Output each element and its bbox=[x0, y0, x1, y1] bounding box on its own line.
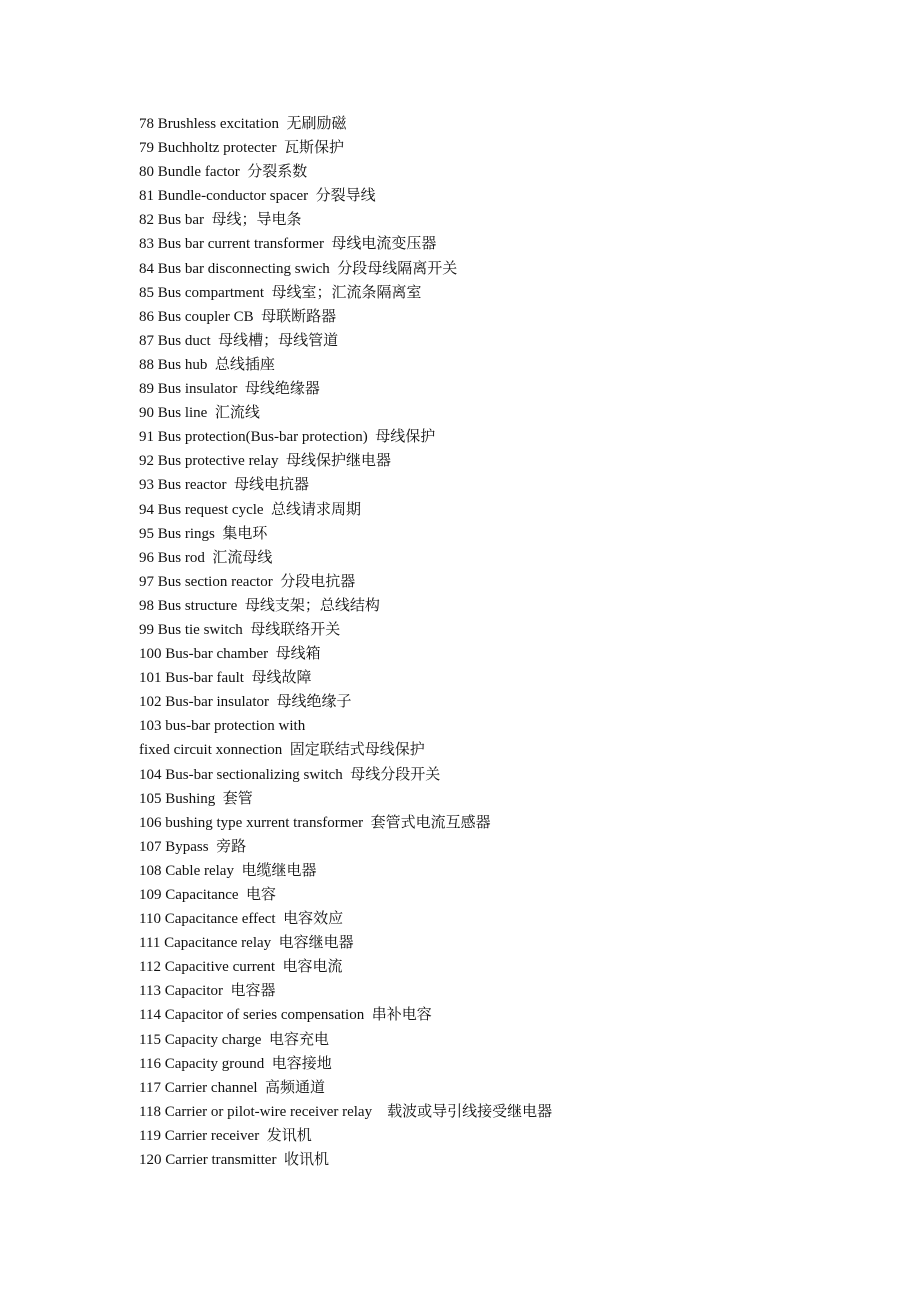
glossary-entry: 91 Bus protection(Bus-bar protection) 母线保护 bbox=[139, 429, 436, 446]
glossary-entry: 110 Capacitance effect 电容效应 bbox=[139, 911, 344, 928]
glossary-entry: 111 Capacitance relay 电容继电器 bbox=[139, 935, 354, 952]
glossary-entry: 119 Carrier receiver 发讯机 bbox=[139, 1127, 312, 1144]
glossary-entry: 94 Bus request cycle 总线请求周期 bbox=[139, 501, 362, 518]
glossary-entry: 93 Bus reactor 母线电抗器 bbox=[139, 477, 309, 494]
glossary-entry: 78 Brushless excitation 无刷励磁 bbox=[139, 116, 347, 132]
glossary-entry: 103 bus-bar protection with bbox=[139, 718, 306, 735]
glossary-entry: 112 Capacitive current 电容电流 bbox=[139, 959, 343, 976]
glossary-entry: 100 Bus-bar chamber 母线箱 bbox=[139, 646, 321, 663]
glossary-entry: 97 Bus section reactor 分段电抗器 bbox=[139, 573, 356, 590]
glossary-entry: 84 Bus bar disconnecting swich 分段母线隔离开关 bbox=[139, 260, 458, 277]
glossary-entry: 113 Capacitor 电容器 bbox=[139, 983, 276, 1000]
glossary-entry: 109 Capacitance 电容 bbox=[139, 887, 277, 903]
glossary-entry: 86 Bus coupler CB 母联断路器 bbox=[139, 308, 337, 325]
glossary-entry: 108 Cable relay 电缆继电器 bbox=[139, 862, 317, 879]
glossary-entry: 115 Capacity charge 电容充电 bbox=[139, 1031, 329, 1048]
glossary-entry: 101 Bus-bar fault 母线故障 bbox=[139, 670, 312, 687]
glossary-entry: 114 Capacitor of series compensation 串补电容 bbox=[139, 1007, 432, 1024]
glossary-entry: 85 Bus compartment 母线室；汇流条隔离室 bbox=[139, 284, 422, 301]
glossary-entry: 102 Bus-bar insulator 母线绝缘子 bbox=[139, 694, 352, 711]
glossary-entry: 120 Carrier transmitter 收讯机 bbox=[139, 1152, 329, 1169]
glossary-entry: 81 Bundle-conductor spacer 分裂导线 bbox=[139, 188, 376, 205]
glossary-entry: 107 Bypass 旁路 bbox=[139, 838, 247, 855]
glossary-entry: 90 Bus line 汇流线 bbox=[139, 405, 260, 422]
glossary-entry: 96 Bus rod 汇流母线 bbox=[139, 549, 273, 566]
glossary-entry-continuation: fixed circuit xonnection 固定联结式母线保护 bbox=[139, 742, 425, 759]
glossary-entry: 88 Bus hub 总线插座 bbox=[139, 356, 275, 373]
glossary-entry: 118 Carrier or pilot-wire receiver relay 载波或导引线接受继电器 bbox=[139, 1103, 553, 1120]
glossary-entry: 99 Bus tie switch 母线联络开关 bbox=[139, 621, 341, 638]
glossary-entry: 117 Carrier channel 高频通道 bbox=[139, 1079, 326, 1096]
glossary-entry: 98 Bus structure 母线支架；总线结构 bbox=[139, 597, 380, 614]
glossary-entry: 83 Bus bar current transformer 母线电流变压器 bbox=[139, 236, 437, 253]
glossary-entry: 106 bushing type xurrent transformer 套管式电流互感器 bbox=[139, 814, 491, 831]
glossary-entry: 80 Bundle factor 分裂系数 bbox=[139, 164, 308, 181]
glossary-entry: 105 Bushing 套管 bbox=[139, 790, 253, 807]
glossary-entry: 95 Bus rings 集电环 bbox=[139, 525, 268, 542]
glossary-entry: 87 Bus duct 母线槽；母线管道 bbox=[139, 332, 339, 349]
glossary-entry: 79 Buchholtz protecter 瓦斯保护 bbox=[139, 140, 344, 157]
glossary-entry: 116 Capacity ground 电容接地 bbox=[139, 1055, 332, 1072]
glossary-entry: 104 Bus-bar sectionalizing switch 母线分段开关 bbox=[139, 766, 441, 783]
glossary-entry: 89 Bus insulator 母线绝缘器 bbox=[139, 381, 320, 398]
glossary-entry: 92 Bus protective relay 母线保护继电器 bbox=[139, 453, 392, 470]
glossary-list bbox=[139, 112, 879, 1172]
glossary-entry: 82 Bus bar 母线；导电条 bbox=[139, 212, 302, 229]
